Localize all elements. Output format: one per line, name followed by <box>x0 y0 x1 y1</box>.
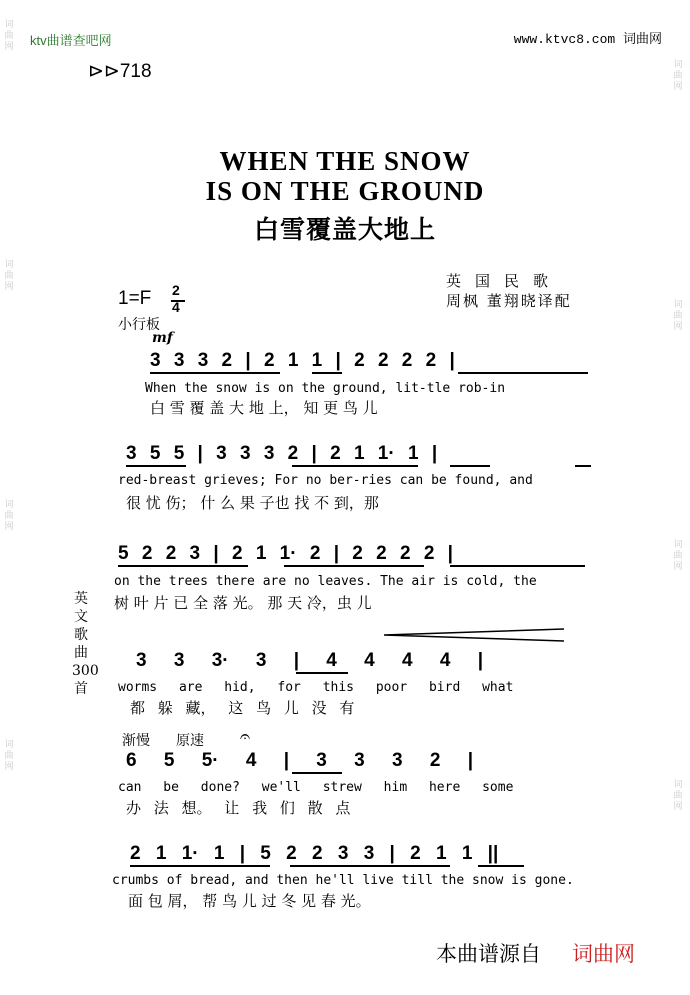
footer-site-name: 词曲网 <box>572 943 635 966</box>
beam <box>290 865 450 867</box>
lyrics-cn-row-1: 白 雪 覆 盖 大 地 上， 知 更 鸟 儿 <box>150 399 378 417</box>
beam <box>575 465 591 467</box>
title-line-1: WHEN THE SNOW <box>219 146 471 176</box>
beam <box>126 465 186 467</box>
tempo-marking: 小行板 <box>118 317 160 333</box>
ritardando-marking: 渐慢 <box>122 733 150 749</box>
notes-row-3: 5 2 2 3 | 2 1 1· 2 | 2 2 2 2 | <box>118 543 453 564</box>
watermark-right: 词曲网 <box>673 300 683 332</box>
a-tempo-marking: 原速 <box>176 733 204 749</box>
beam <box>450 465 490 467</box>
notes-row-6: 2 1 1· 1 | 5 2 2 3 3 | 2 1 1 || <box>130 843 499 864</box>
lyrics-en-row-3: on the trees there are no leaves. The air is cold, the <box>114 574 537 589</box>
lyrics-en-row-4: worms are hid, for this poor bird what <box>118 680 514 695</box>
lyrics-cn-row-6: 面 包 屑， 帮 鸟 儿 过 冬 见 春 光。 <box>128 892 371 910</box>
book-title-vertical: 英文歌曲300首 <box>72 591 99 697</box>
watermark-left: 词曲网 <box>4 740 14 772</box>
time-signature-top: 2 <box>172 282 180 298</box>
beam <box>284 565 424 567</box>
lyrics-cn-row-4: 都 躲 藏， 这 鸟 儿 没 有 <box>130 699 355 717</box>
arranger-credit: 周枫 董翔晓译配 <box>446 292 572 310</box>
notes-row-5: 6 5 5· 4 | 3 3 3 2 | <box>126 750 474 771</box>
notes-row-1: 3 3 3 2 | 2 1 1 | 2 2 2 2 | <box>150 350 455 371</box>
beam <box>312 372 342 374</box>
lyrics-cn-row-3: 树 叶 片 已 全 落 光。 那 天 冷，虫 儿 <box>114 594 372 612</box>
watermark-right: 词曲网 <box>673 60 683 92</box>
beam <box>478 865 524 867</box>
lyrics-en-row-6: crumbs of bread, and then he'll live till the snow is gone. <box>112 873 574 888</box>
beam <box>292 465 418 467</box>
beam <box>296 672 348 674</box>
watermark-left: 词曲网 <box>4 260 14 292</box>
watermark-right: 词曲网 <box>673 540 683 572</box>
beam <box>130 865 270 867</box>
site-url-right: www.ktvc8.com 词曲网 <box>513 32 662 47</box>
notes-row-2: 3 5 5 | 3 3 3 2 | 2 1 1· 1 | <box>126 443 438 464</box>
crescendo-hairpin <box>384 628 564 642</box>
footer-source-text: 本曲谱源自 <box>436 943 541 966</box>
origin-credit: 英国民歌 <box>446 272 563 290</box>
title-chinese: 白雪覆盖大地上 <box>253 217 436 244</box>
site-name-left: ktv曲谱查吧网 <box>30 33 112 48</box>
lyrics-cn-row-2: 很 忧 伤； 什 么 果 子也 找 不 到，那 <box>126 494 379 512</box>
watermark-left: 词曲网 <box>4 20 14 52</box>
lyrics-en-row-2: red-breast grieves; For no ber-ries can be found, and <box>118 473 533 488</box>
beam <box>450 565 585 567</box>
notes-row-4: 3 3 3· 3 | 4 4 4 4 | <box>136 650 484 671</box>
watermark-right: 词曲网 <box>673 780 683 812</box>
time-signature-bottom: 4 <box>172 299 180 315</box>
beam <box>150 372 280 374</box>
title-line-2: IS ON THE GROUND <box>205 176 485 206</box>
lyrics-cn-row-5: 办 法 想。 让 我 们 散 点 <box>126 799 351 817</box>
page-number: ⊳⊳718 <box>88 61 152 82</box>
lyrics-en-row-1: When the snow is on the ground, lit-tle rob-in <box>145 381 506 396</box>
watermark-left: 词曲网 <box>4 500 14 532</box>
lyrics-en-row-5: can be done? we'll strew him here some <box>118 780 514 795</box>
beam <box>458 372 588 374</box>
key-signature: 1=F <box>118 288 152 309</box>
fermata-icon: 𝄐 <box>240 726 251 747</box>
dynamic-marking: mf <box>152 330 173 346</box>
beam <box>292 772 342 774</box>
beam <box>118 565 248 567</box>
